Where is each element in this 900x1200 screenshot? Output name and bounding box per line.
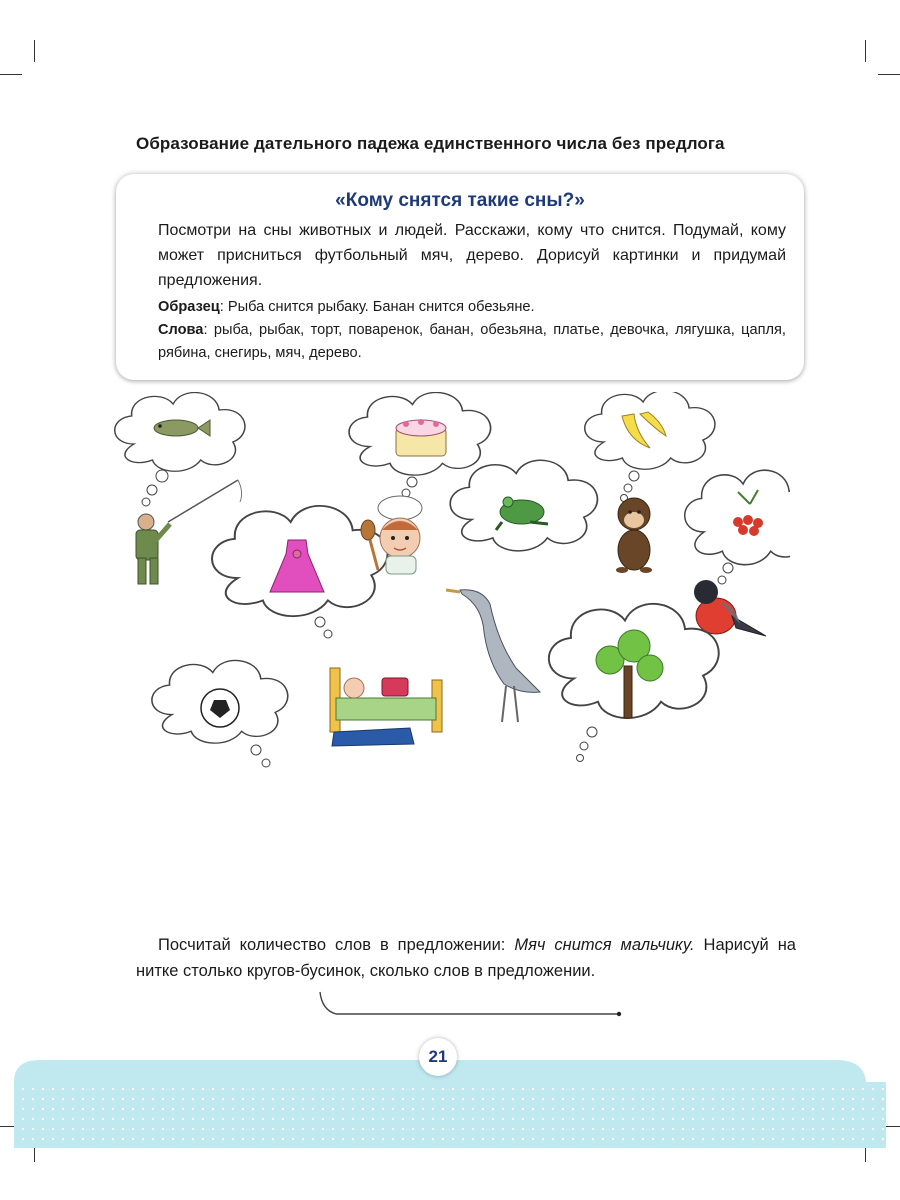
example-text: : Рыба снится рыбаку. Банан снится обезьяне. bbox=[219, 299, 535, 315]
words-line bbox=[158, 319, 786, 365]
cake-icon bbox=[396, 419, 446, 456]
crop-mark bbox=[0, 74, 22, 75]
example-line bbox=[158, 296, 786, 319]
dream-cloud-rowan bbox=[685, 470, 790, 584]
dream-cloud-tree bbox=[549, 604, 719, 762]
heron-figure bbox=[446, 590, 540, 722]
footer-band bbox=[0, 1056, 900, 1200]
example-label: Образец bbox=[158, 299, 220, 315]
words-text: : рыба, рыбак, торт, поваренок, банан, обезьяна, платье, девочка, лягушка, цапля, рябина, снегирь, мяч, дерево. bbox=[158, 322, 786, 361]
dream-illustrations bbox=[110, 392, 790, 782]
task-box bbox=[116, 174, 804, 380]
count-text-before: Посчитай количество слов в предложении: bbox=[158, 936, 515, 954]
boy-in-bed-figure bbox=[330, 668, 442, 746]
crop-mark bbox=[865, 40, 866, 62]
dream-cloud-banana bbox=[585, 392, 715, 502]
monkey-figure bbox=[616, 498, 652, 573]
dream-cloud-frog bbox=[450, 460, 597, 551]
task-instructions bbox=[158, 218, 786, 293]
soccer-ball-icon bbox=[201, 689, 239, 727]
words-label: Слова bbox=[158, 322, 204, 338]
crop-mark bbox=[878, 74, 900, 75]
page-title: Образование дательного падежа единственного числа без предлога bbox=[136, 134, 725, 153]
crop-mark bbox=[34, 40, 35, 62]
count-text-after: Нарисуй на нитке столько кругов-бусинок, сколько слов в предложении. bbox=[136, 936, 796, 980]
dream-cloud-ball bbox=[152, 660, 288, 767]
task-body-text: Посмотри на сны животных и людей. Расскажи, кому что снится. Подумай, кому может присниться футбольный мяч, дерево. Дорисуй картинки и придумай предложения. bbox=[158, 222, 786, 289]
bead-thread[interactable] bbox=[310, 988, 630, 1024]
count-sentence: Мяч снится мальчику. bbox=[514, 936, 695, 954]
bullfinch-figure bbox=[694, 580, 766, 636]
count-words-task bbox=[136, 932, 796, 984]
dream-cloud-fish bbox=[115, 393, 245, 506]
task-heading: «Кому снятся такие сны?» bbox=[335, 190, 585, 211]
page-number: 21 bbox=[419, 1038, 457, 1076]
